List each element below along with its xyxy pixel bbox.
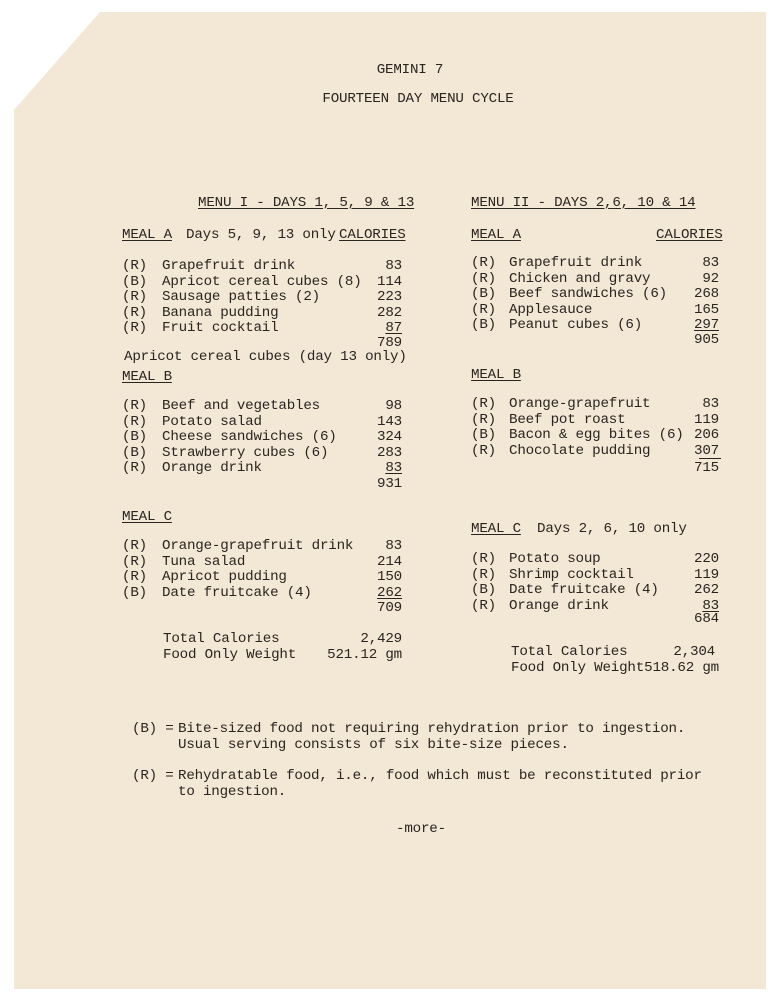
food-item-name: Fruit cocktail xyxy=(162,320,279,337)
food-item-calories: 268 xyxy=(694,286,719,302)
food-item-calories: 83 xyxy=(385,258,402,274)
food-item-calories: 150 xyxy=(377,569,402,586)
food-item-name: Date fruitcake (4) xyxy=(162,584,312,601)
food-item-calories: 206 xyxy=(694,427,719,443)
food-type-code: (R) xyxy=(122,460,147,477)
menu2-title: MENU II - DAYS 2,6, 10 & 14 xyxy=(471,195,696,211)
menu2-total-calories-label: Total Calories xyxy=(511,644,628,660)
food-type-code: (B) xyxy=(471,286,496,302)
food-item-name: Orange-grapefruit drink xyxy=(162,538,354,554)
document-title: GEMINI 7 xyxy=(376,62,444,78)
food-item-name: Potato soup xyxy=(509,551,601,567)
food-item-calories: 223 xyxy=(377,289,402,306)
menu2-meal-c-total: 684 xyxy=(694,611,719,627)
menu2-calories-header: CALORIES xyxy=(656,227,723,243)
food-item-calories: 119 xyxy=(694,566,719,583)
food-item-name: Grapefruit drink xyxy=(509,255,643,271)
food-item-calories: 83 xyxy=(385,538,402,554)
food-item-name: Potato salad xyxy=(162,413,262,430)
food-item-name: Grapefruit drink xyxy=(162,258,296,274)
menu1-total-calories: 2,429 xyxy=(360,631,402,647)
legend-r-line2: to ingestion. xyxy=(178,784,287,800)
food-type-code: (R) xyxy=(471,597,496,614)
food-item-name: Shrimp cocktail xyxy=(509,566,634,583)
legend-r-key: (R) = xyxy=(132,768,174,784)
food-type-code: (R) xyxy=(122,413,147,430)
food-item-name: Strawberry cubes (6) xyxy=(162,444,329,461)
menu1-total-calories-label: Total Calories xyxy=(163,631,280,647)
food-item-calories: 87 xyxy=(385,320,402,337)
food-item-name: Chicken and gravy xyxy=(509,270,651,287)
food-type-code: (R) xyxy=(122,304,147,321)
menu1-meal-b-total: 931 xyxy=(377,476,402,492)
menu1-meal-b-label: MEAL B xyxy=(122,369,172,385)
food-item-calories: 282 xyxy=(377,304,402,321)
legend-b-line2: Usual serving consists of six bite-size pieces. xyxy=(178,737,569,753)
food-item-name: Orange-grapefruit xyxy=(509,396,651,412)
food-type-code: (B) xyxy=(471,427,496,443)
food-item-calories: 98 xyxy=(385,398,402,414)
food-item-calories: 92 xyxy=(702,270,719,287)
food-type-code: (R) xyxy=(471,301,496,318)
legend-r-line1: Rehydratable food, i.e., food which must be reconstituted prior xyxy=(178,768,702,784)
food-type-code: (R) xyxy=(471,551,496,567)
food-item-name: Beef sandwiches (6) xyxy=(509,286,667,302)
document-page xyxy=(14,12,766,989)
menu1-title: MENU I - DAYS 1, 5, 9 & 13 xyxy=(198,195,415,211)
food-item-calories: 83 xyxy=(385,460,402,477)
food-item-calories: 83 xyxy=(702,255,719,271)
food-item-name: Orange drink xyxy=(162,460,262,477)
food-item-calories: 283 xyxy=(377,444,402,461)
menu2-meal-b-total: 715 xyxy=(694,460,719,476)
food-item-name: Banana pudding xyxy=(162,304,279,321)
food-item-calories: 262 xyxy=(694,582,719,598)
food-type-code: (B) xyxy=(471,317,496,333)
food-item-calories: 214 xyxy=(377,553,402,570)
food-type-code: (R) xyxy=(471,396,496,412)
menu1-meal-a-label: MEAL A xyxy=(122,227,172,243)
menu1-meal-a-note: Days 5, 9, 13 only xyxy=(186,227,336,243)
food-item-name: Beef pot roast xyxy=(509,411,626,428)
food-type-code: (R) xyxy=(122,553,147,570)
menu2-meal-a-label: MEAL A xyxy=(471,227,521,243)
food-type-code: (R) xyxy=(471,270,496,287)
menu2-meal-a-total: 905 xyxy=(694,332,719,348)
menu1-meal-a-total: 789 xyxy=(377,335,402,351)
food-item-calories: 83 xyxy=(702,597,719,614)
menu2-meal-c-note: Days 2, 6, 10 only xyxy=(537,521,687,537)
food-item-calories: 119 xyxy=(694,411,719,428)
menu2-meal-b-rule xyxy=(699,458,721,459)
footer-more: -more- xyxy=(396,821,446,837)
food-type-code: (R) xyxy=(122,320,147,337)
food-type-code: (B) xyxy=(471,582,496,598)
menu2-weight-label: Food Only Weight xyxy=(511,660,645,676)
menu1-meal-a-footnote: Apricot cereal cubes (day 13 only) xyxy=(124,349,407,365)
menu1-weight-label: Food Only Weight xyxy=(163,647,297,663)
food-type-code: (B) xyxy=(122,584,147,601)
food-type-code: (R) xyxy=(122,538,147,554)
menu1-meal-c-total: 709 xyxy=(377,600,402,616)
food-item-name: Sausage patties (2) xyxy=(162,289,320,306)
food-type-code: (R) xyxy=(122,258,147,274)
food-type-code: (R) xyxy=(471,442,496,459)
food-item-calories: 297 xyxy=(694,317,719,333)
food-type-code: (R) xyxy=(122,569,147,586)
food-item-name: Beef and vegetables xyxy=(162,398,320,414)
food-item-calories: 114 xyxy=(377,273,402,290)
food-type-code: (B) xyxy=(122,429,147,446)
food-item-calories: 220 xyxy=(694,551,719,567)
food-type-code: (R) xyxy=(471,411,496,428)
menu1-weight: 521.12 gm xyxy=(327,647,402,663)
food-type-code: (B) xyxy=(122,273,147,290)
food-type-code: (R) xyxy=(122,398,147,414)
food-item-calories: 324 xyxy=(377,429,402,446)
food-item-name: Apricot cereal cubes (8) xyxy=(162,273,362,290)
food-item-name: Date fruitcake (4) xyxy=(509,582,659,598)
food-item-name: Apricot pudding xyxy=(162,569,287,586)
food-item-name: Bacon & egg bites (6) xyxy=(509,427,684,443)
menu2-meal-b-label: MEAL B xyxy=(471,367,521,383)
food-item-name: Orange drink xyxy=(509,597,609,614)
menu1-meal-c-label: MEAL C xyxy=(122,509,172,525)
food-item-calories: 143 xyxy=(377,413,402,430)
food-item-name: Tuna salad xyxy=(162,553,246,570)
food-item-calories: 262 xyxy=(377,584,402,601)
food-type-code: (B) xyxy=(122,444,147,461)
food-type-code: (R) xyxy=(122,289,147,306)
menu2-total-calories: 2,304 xyxy=(673,644,715,660)
food-item-calories: 165 xyxy=(694,301,719,318)
menu2-meal-c-label: MEAL C xyxy=(471,521,521,537)
document-subtitle: FOURTEEN DAY MENU CYCLE xyxy=(322,91,514,107)
food-type-code: (R) xyxy=(471,255,496,271)
food-type-code: (R) xyxy=(471,566,496,583)
menu2-weight: 518.62 gm xyxy=(644,660,719,676)
food-item-calories: 83 xyxy=(702,396,719,412)
legend-b-line1: Bite-sized food not requiring rehydration prior to ingestion. xyxy=(178,721,686,737)
food-item-calories: 307 xyxy=(694,442,719,459)
legend-b-key: (B) = xyxy=(132,721,174,737)
food-item-name: Chocolate pudding xyxy=(509,442,651,459)
food-item-name: Peanut cubes (6) xyxy=(509,317,643,333)
menu1-calories-header: CALORIES xyxy=(339,227,406,243)
food-item-name: Cheese sandwiches (6) xyxy=(162,429,337,446)
food-item-name: Applesauce xyxy=(509,301,593,318)
